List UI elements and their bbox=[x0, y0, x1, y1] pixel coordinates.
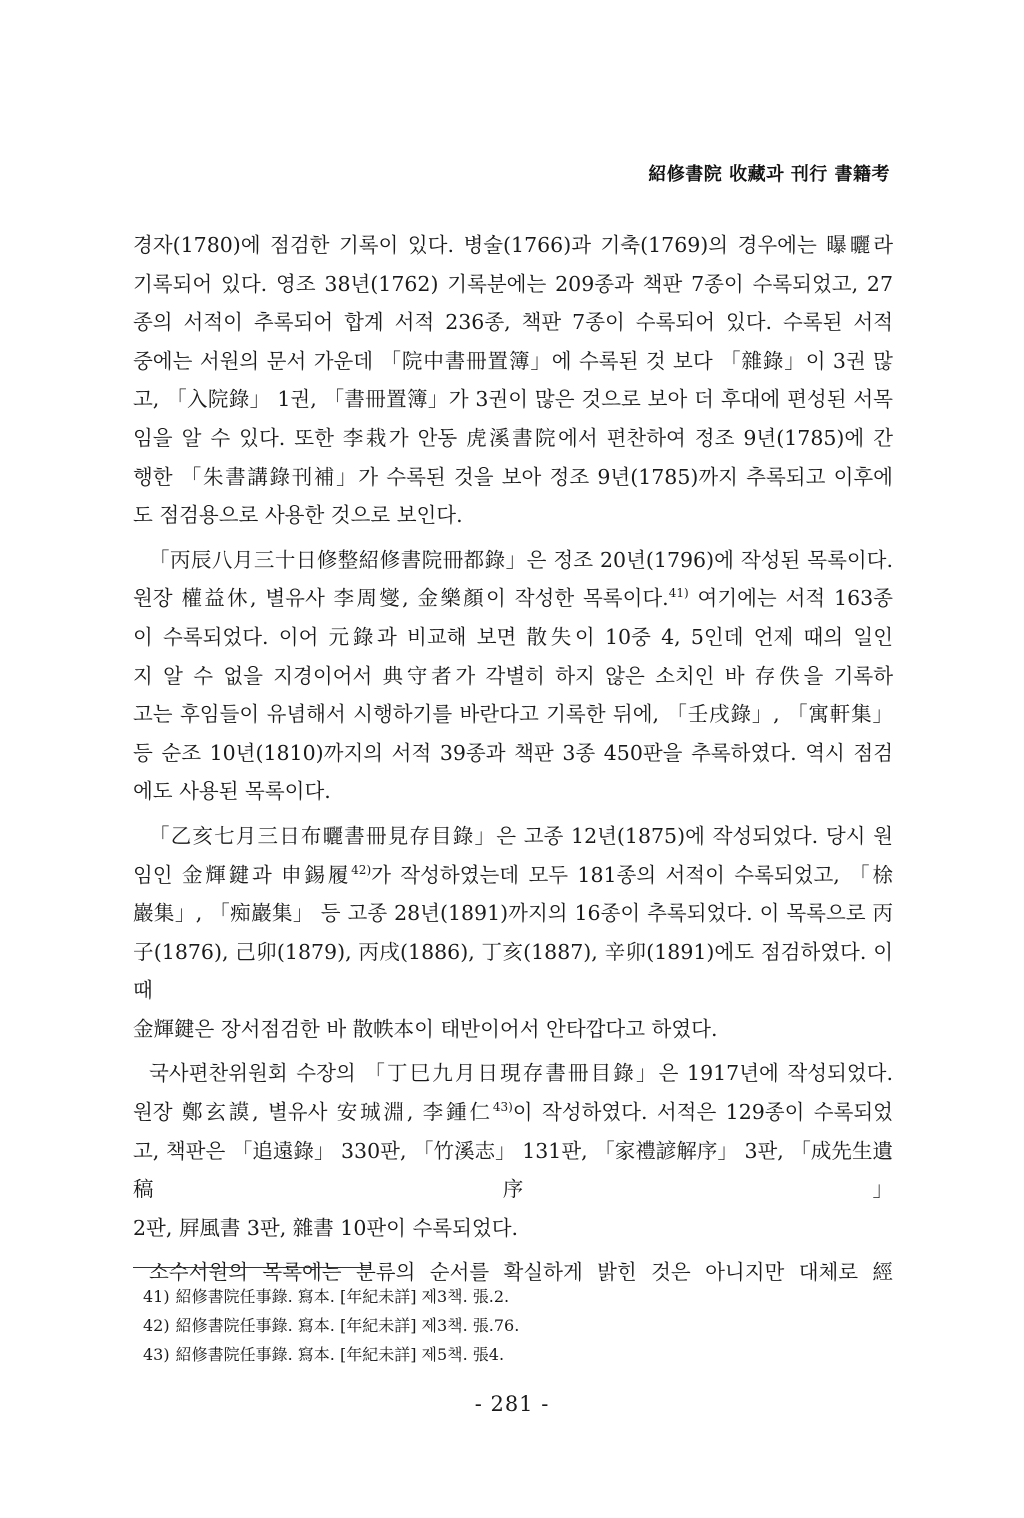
footnote-number: 41) bbox=[143, 1287, 170, 1306]
text-line: 국사편찬위원회 수장의 「丁巳九月日現存書冊目錄」은 1917년에 작성되었다. bbox=[149, 1061, 893, 1086]
footnote-number: 42) bbox=[143, 1316, 170, 1335]
footnotes bbox=[143, 1282, 519, 1369]
text-line: 巖集」, 「痴巖集」 등 고종 28년(1891)까지의 16종이 추록되었다. 이 목록으로 丙 bbox=[133, 901, 893, 926]
text-line: 고, 책판은 「追遠錄」 330판, 「竹溪志」 131판, 「家禮諺解序」 3판, 「成先生遺稿序」 bbox=[133, 1138, 893, 1202]
text-line: 지 알 수 없을 지경이어서 典守者가 각별히 하지 않은 소치인 바 存佚을 기록하 bbox=[133, 663, 893, 688]
text-line: 임을 알 수 있다. 또한 李栽가 안동 虎溪書院에서 편찬하여 정조 9년(1785)에 간 bbox=[133, 425, 893, 450]
text-line: 「丙辰八月三十日修整紹修書院冊都錄」은 정조 20년(1796)에 작성된 목록이다. bbox=[149, 547, 893, 572]
body-text bbox=[133, 226, 893, 1292]
footnote-ref-43[interactable]: 43) bbox=[492, 1100, 513, 1115]
footnote-text: 紹修書院任事錄. 寫本. [年紀未詳] 제3책. 張.76. bbox=[175, 1316, 520, 1335]
text-line: 2판, 屛風書 3판, 雜書 10판이 수록되었다. bbox=[133, 1215, 519, 1240]
line-text: 원장 鄭玄謨, 별유사 安珹淵, 李鍾仁 bbox=[133, 1100, 493, 1125]
footnote-41 bbox=[143, 1282, 519, 1311]
text-line: 고는 후임들이 유념해서 시행하기를 바란다고 기록한 뒤에, 「壬戌錄」, 「寓軒集」 bbox=[133, 702, 893, 727]
line-text: 여기에는 서적 163종 bbox=[688, 586, 893, 611]
footnote-divider bbox=[133, 1267, 370, 1268]
text-line: 金輝鍵은 장서점검한 바 散帙本이 태반이어서 안타깝다고 하였다. bbox=[133, 1016, 718, 1041]
text-line: 이 수록되었다. 이어 元錄과 비교해 보면 散失이 10중 4, 5인데 언제 때의 일인 bbox=[133, 624, 893, 649]
text-line-with-footnote bbox=[133, 856, 893, 895]
footnote-ref-41[interactable]: 41) bbox=[668, 586, 689, 601]
text-line: 「乙亥七月三日布曬書冊見存目錄」은 고종 12년(1875)에 작성되었다. 당시 원 bbox=[149, 823, 893, 848]
page-number: - 281 - bbox=[474, 1392, 550, 1416]
line-text: 임인 金輝鍵과 申錫履 bbox=[133, 862, 352, 887]
text-line-with-footnote bbox=[133, 579, 893, 618]
line-text: 원장 權益休, 별유사 李周燮, 金樂顏이 작성한 목록이다. bbox=[133, 586, 669, 611]
text-line: 등 순조 10년(1810)까지의 서적 39종과 책판 3종 450판을 추록하였다. 역시 점검 bbox=[133, 740, 893, 765]
text-line: 에도 사용된 목록이다. bbox=[133, 779, 331, 804]
text-line: 행한 「朱書講錄刊補」가 수록된 것을 보아 정조 9년(1785)까지 추록되고 이후에 bbox=[133, 464, 893, 489]
text-line: 子(1876), 己卯(1879), 丙戌(1886), 丁亥(1887), 辛卯(1891)에도 점검하였다. 이때 bbox=[133, 939, 893, 1003]
text-line: 중에는 서원의 문서 가운데 「院中書冊置簿」에 수록된 것 보다 「雜錄」이 3권 많 bbox=[133, 348, 893, 373]
footnote-text: 紹修書院任事錄. 寫本. [年紀未詳] 제3책. 張.2. bbox=[175, 1287, 510, 1306]
line-text: 가 작성하였는데 모두 181종의 서적이 수록되었고, 「梌 bbox=[371, 862, 894, 887]
text-line: 도 점검용으로 사용한 것으로 보인다. bbox=[133, 503, 463, 528]
text-line: 소수서원의 목록에는 분류의 순서를 확실하게 밝힌 것은 아니지만 대체로 經 bbox=[149, 1260, 893, 1285]
text-line: 고, 「入院錄」 1권, 「書冊置簿」가 3권이 많은 것으로 보아 더 후대에 편성된 서목 bbox=[133, 387, 893, 412]
footnote-43 bbox=[143, 1340, 519, 1369]
text-line: 종의 서적이 추록되어 합계 서적 236종, 책판 7종이 수록되어 있다. 수록된 서적 bbox=[133, 310, 893, 335]
footnote-text: 紹修書院任事錄. 寫本. [年紀未詳] 제5책. 張4. bbox=[175, 1345, 505, 1364]
text-line-with-footnote bbox=[133, 1093, 893, 1132]
footnote-ref-42[interactable]: 42) bbox=[351, 862, 372, 877]
footnote-number: 43) bbox=[143, 1345, 170, 1364]
footnote-42 bbox=[143, 1311, 519, 1340]
line-text: 이 작성하였다. 서적은 129종이 수록되었 bbox=[512, 1100, 893, 1125]
text-line: 경자(1780)에 점검한 기록이 있다. 병술(1766)과 기축(1769)의 경우에는 曝曬라 bbox=[133, 233, 893, 257]
running-head: 紹修書院 收藏과 刊行 書籍考 bbox=[648, 164, 890, 185]
text-line: 기록되어 있다. 영조 38년(1762) 기록분에는 209종과 책판 7종이 수록되었고, 27 bbox=[133, 271, 893, 296]
